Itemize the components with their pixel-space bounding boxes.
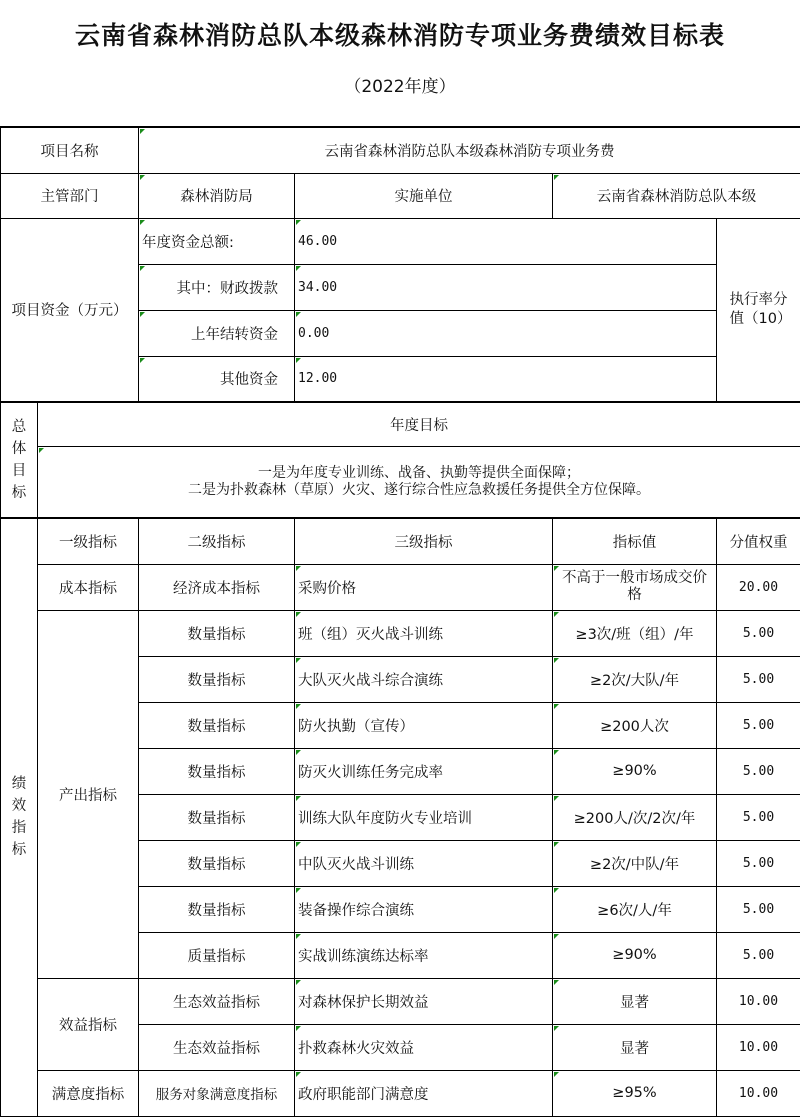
performance-table [0,126,800,1117]
col-header-level1: 一级指标 [38,518,139,564]
funds-label: 项目资金（万元） [1,218,139,402]
weight-cell: 10.00 [717,978,800,1024]
funds-carryover-value: 0.00 [295,310,717,356]
level3-cell: 中队灭火战斗训练 [295,840,553,886]
weight-cell: 5.00 [717,702,800,748]
weight-cell: 5.00 [717,794,800,840]
weight-cell: 5.00 [717,656,800,702]
level3-cell: 装备操作综合演练 [295,886,553,932]
impl-unit-label: 实施单位 [295,173,553,218]
indicator-value-cell: ≥200人/次/2次/年 [553,794,717,840]
goal-line-2: 二是为扑救森林（草原）火灾、遂行综合性应急救援任务提供全方位保障。 [41,482,797,499]
indicator-value-cell: ≥200人次 [553,702,717,748]
level3-cell: 训练大队年度防火专业培训 [295,794,553,840]
level3-cell: 防灭火训练任务完成率 [295,748,553,794]
level2-cell: 数量指标 [139,748,295,794]
level2-cell: 数量指标 [139,840,295,886]
weight-cell: 5.00 [717,840,800,886]
level2-cell: 数量指标 [139,886,295,932]
funds-carryover-label: 上年结转资金 [139,310,295,356]
funds-fiscal-label: 其中：财政拨款 [139,264,295,310]
level3-cell: 班（组）灭火战斗训练 [295,610,553,656]
level2-cell: 数量指标 [139,656,295,702]
level2-cell: 经济成本指标 [139,564,295,610]
page-title: 云南省森林消防总队本级森林消防专项业务费绩效目标表 [0,16,800,52]
performance-indicator-label: 绩效指标 [1,518,38,1116]
level1-benefit: 效益指标 [38,978,139,1070]
funds-other-label: 其他资金 [139,356,295,402]
project-name-value: 云南省森林消防总队本级森林消防专项业务费 [139,127,800,173]
level3-cell: 实战训练演练达标率 [295,932,553,978]
project-name-label: 项目名称 [1,127,139,173]
dept-label: 主管部门 [1,173,139,218]
indicator-value-cell: ≥2次/中队/年 [553,840,717,886]
level2-cell: 生态效益指标 [139,978,295,1024]
funds-total-value: 46.00 [295,218,717,264]
level3-cell: 大队灭火战斗综合演练 [295,656,553,702]
funds-total-label: 年度资金总额: [139,218,295,264]
annual-goal-header: 年度目标 [38,402,800,446]
level2-cell: 数量指标 [139,610,295,656]
weight-cell: 5.00 [717,610,800,656]
goal-line-1: 一是为年度专业训练、战备、执勤等提供全面保障； [41,465,797,482]
weight-cell: 10.00 [717,1070,800,1116]
indicator-value-cell: 显著 [553,978,717,1024]
level2-cell: 数量指标 [139,794,295,840]
execution-rate-score [717,218,800,402]
level2-cell: 质量指标 [139,932,295,978]
indicator-value-cell: ≥95% [553,1070,717,1116]
weight-cell: 5.00 [717,886,800,932]
level3-cell: 对森林保护长期效益 [295,978,553,1024]
page-subtitle: （2022年度） [0,72,800,97]
col-header-level3: 三级指标 [295,518,553,564]
level2-cell: 数量指标 [139,702,295,748]
indicator-value-cell: ≥90% [553,932,717,978]
col-header-level2: 二级指标 [139,518,295,564]
weight-cell: 5.00 [717,932,800,978]
level1-output: 产出指标 [38,610,139,978]
level3-cell: 采购价格 [295,564,553,610]
dept-value: 森林消防局 [139,173,295,218]
annual-goal-text [38,446,800,518]
weight-cell: 20.00 [717,564,800,610]
indicator-value-cell: 显著 [553,1024,717,1070]
level3-cell: 政府职能部门满意度 [295,1070,553,1116]
level2-cell: 服务对象满意度指标 [139,1070,295,1116]
overall-goal-label: 总体目标 [1,402,38,518]
col-header-weight: 分值权重 [717,518,800,564]
indicator-value-cell: ≥2次/大队/年 [553,656,717,702]
weight-cell: 5.00 [717,748,800,794]
indicator-value-cell: ≥6次/人/年 [553,886,717,932]
level2-cell: 生态效益指标 [139,1024,295,1070]
level1-satisfaction: 满意度指标 [38,1070,139,1116]
weight-cell: 10.00 [717,1024,800,1070]
indicator-value-cell: 不高于一般市场成交价格 [553,564,717,610]
indicator-value-cell: ≥3次/班（组）/年 [553,610,717,656]
execution-rate-label: 执行率分值（10） [730,291,788,329]
indicator-value-cell: ≥90% [553,748,717,794]
level3-cell: 防火执勤（宣传） [295,702,553,748]
col-header-value: 指标值 [553,518,717,564]
level1-cost: 成本指标 [38,564,139,610]
funds-other-value: 12.00 [295,356,717,402]
level3-cell: 扑救森林火灾效益 [295,1024,553,1070]
impl-unit-value: 云南省森林消防总队本级 [553,173,800,218]
funds-fiscal-value: 34.00 [295,264,717,310]
